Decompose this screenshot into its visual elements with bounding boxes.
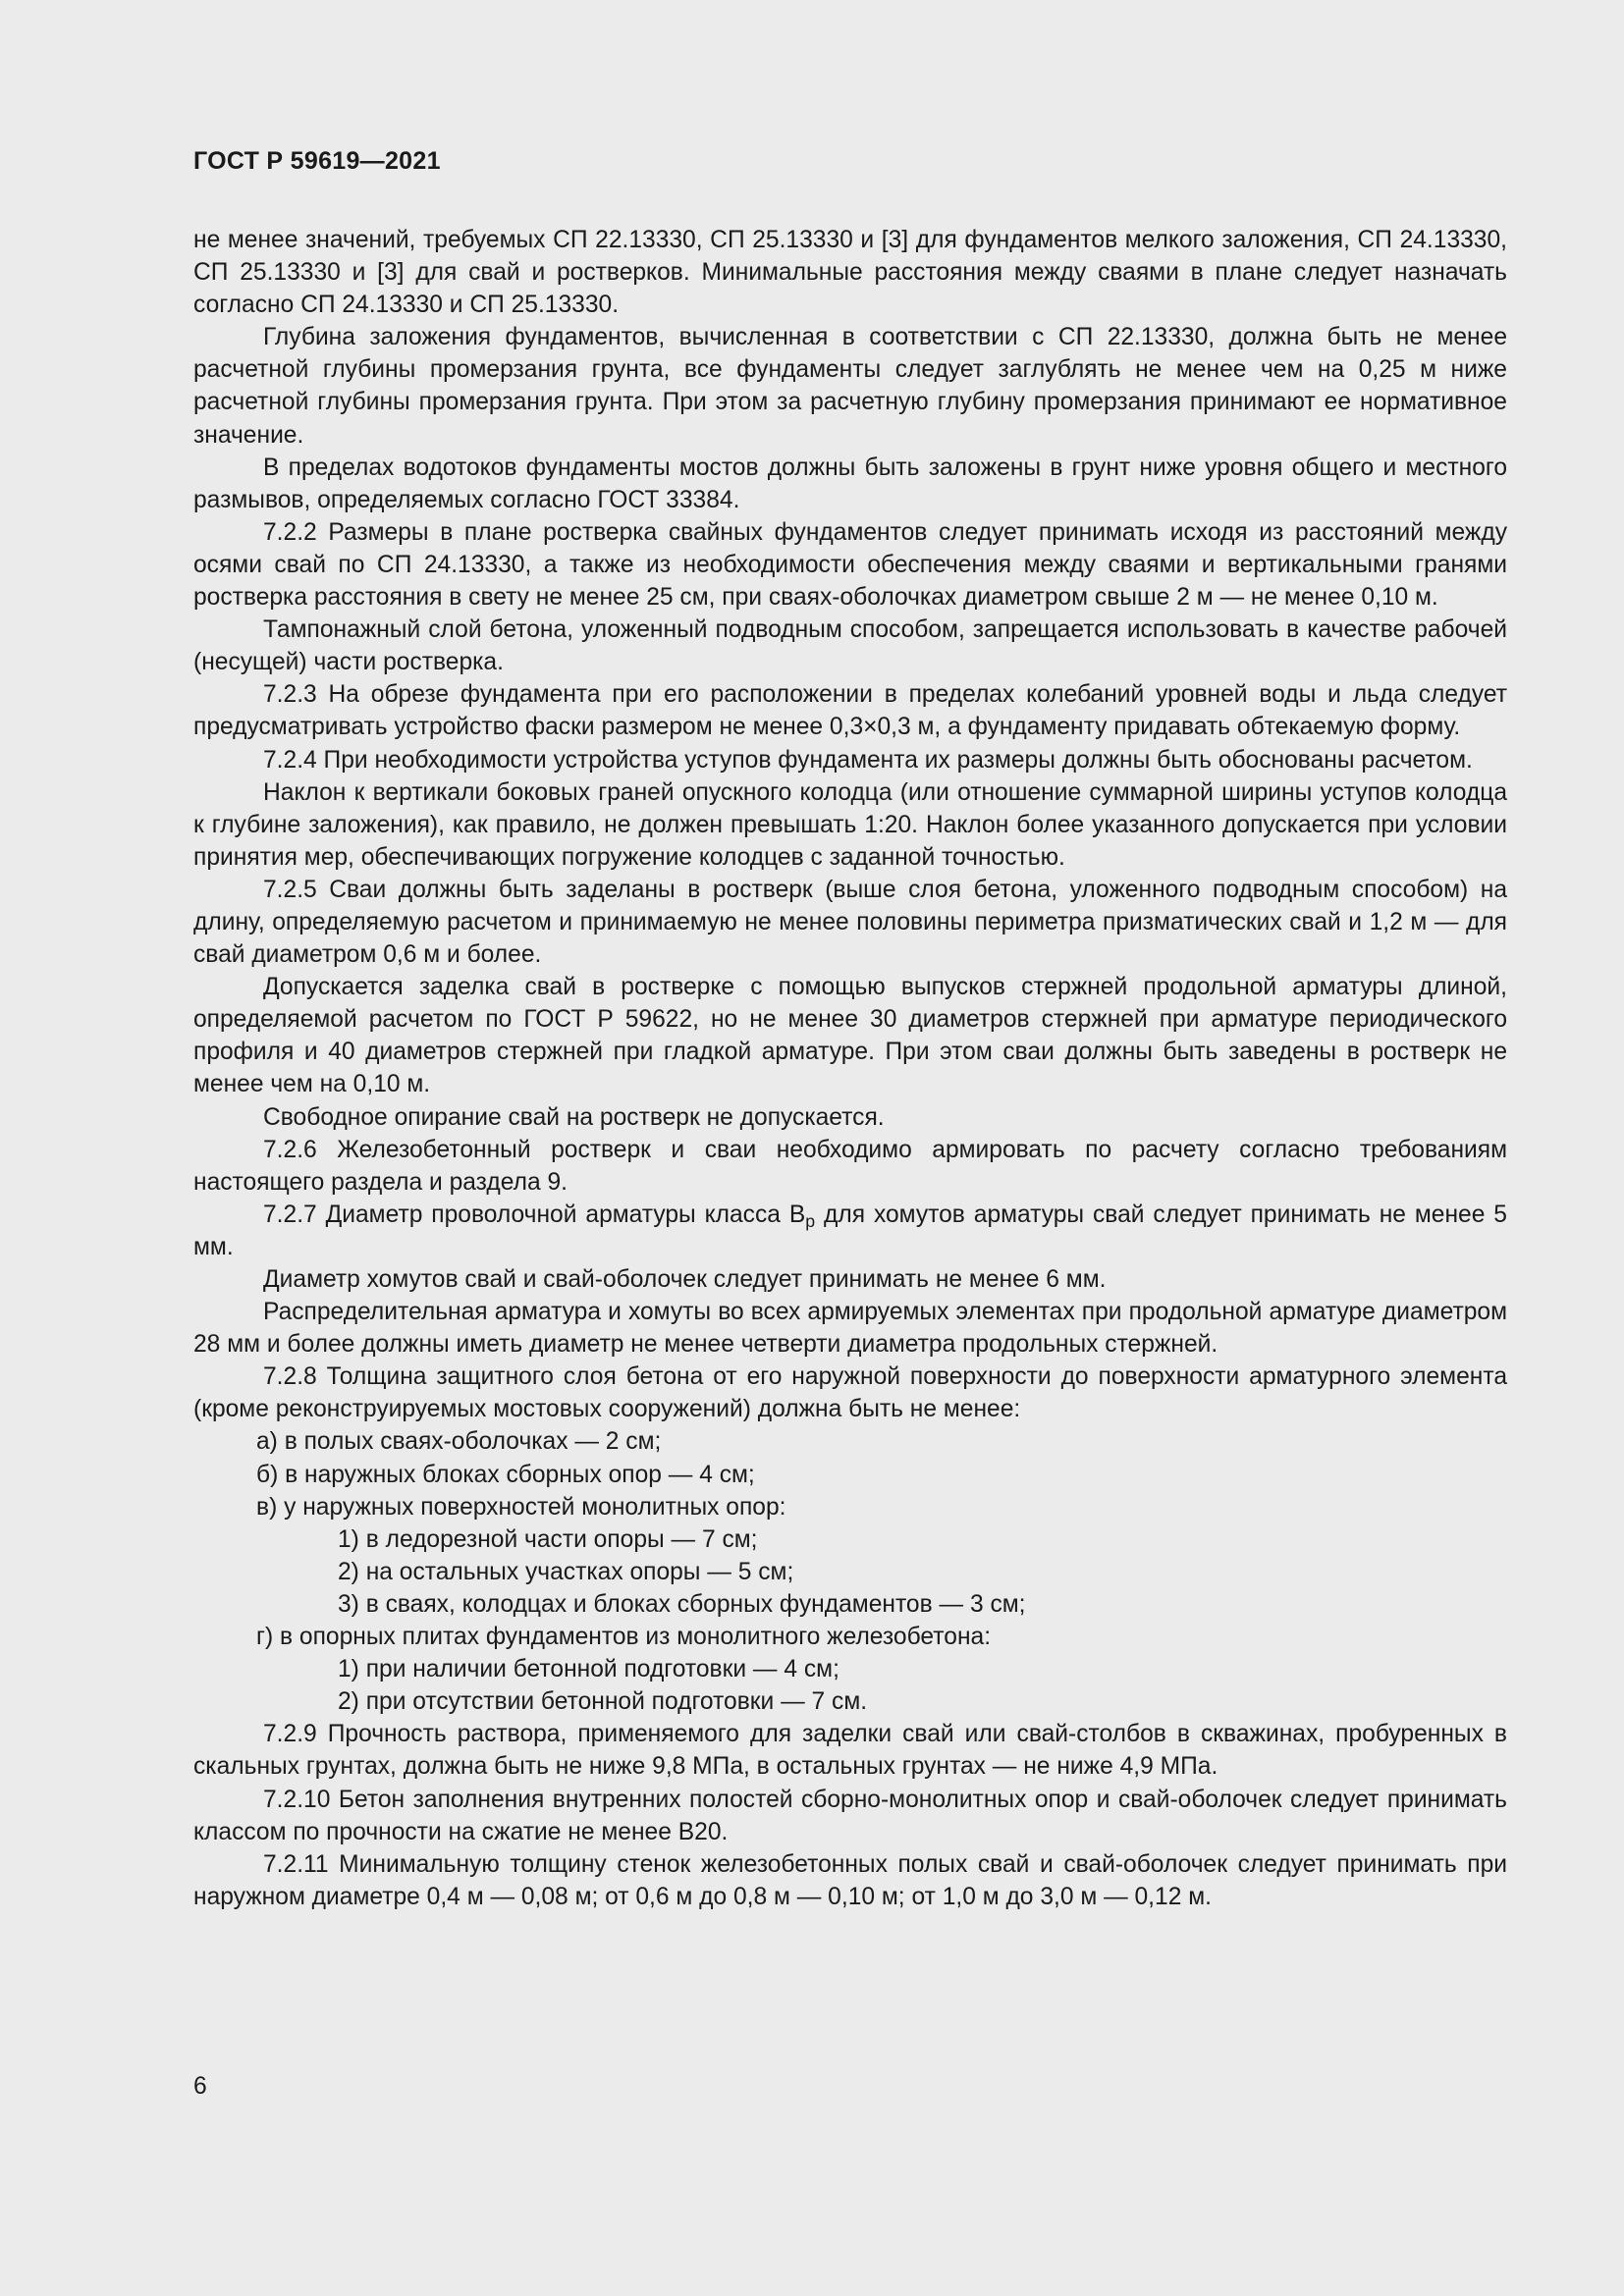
clause-7-2-10: 7.2.10 Бетон заполнения внутренних полостей сборно-монолитных опор и свай-оболочек следует принимать классом по прочности на сжатие не менее В20. bbox=[193, 1786, 1507, 1845]
list-item-v-2: 2) на остальных участках опоры — 5 см; bbox=[338, 1558, 794, 1585]
paragraph-stirrups-diameter: Диаметр хомутов свай и свай-оболочек следует принимать не менее 6 мм. bbox=[263, 1266, 1107, 1293]
paragraph-distribution-reinforcement: Распределительная арматура и хомуты во всех армируемых элементах при продольной арматуре диаметром 28 мм и более должны иметь диаметр не менее четверти диаметра продольных стержней. bbox=[193, 1299, 1507, 1359]
list-item-b: б) в наружных блоках сборных опор — 4 см; bbox=[256, 1461, 755, 1488]
paragraph-foundation-depth: Глубина заложения фундаментов, вычисленная в соответствии с СП 22.13330, должна быть не менее расчетной глубины промерзания грунта, все фундаменты следует заглублять не менее чем на 0,25 м ниже расчетной глубины промерзания грунта. При этом за расчетную глубину промерзания принимают ее нормативное значение. bbox=[193, 324, 1507, 449]
list-item-g-2: 2) при отсутствии бетонной подготовки — 7 см. bbox=[338, 1688, 868, 1716]
paragraph-continuation: не менее значений, требуемых СП 22.13330, СП 25.13330 и [3] для фундаментов мелкого заложения, СП 24.13330, СП 25.13330 и [3] для свай и ростверков. Минимальные расстояния между сваями в плане следует назначать согласно СП 24.13330 и СП 25.13330. bbox=[193, 227, 1507, 319]
paragraph-free-support: Свободное опирание свай на ростверк не допускается. bbox=[263, 1103, 885, 1131]
clause-7-2-11: 7.2.11 Минимальную толщину стенок железобетонных полых свай и свай-оболочек следует принимать при наружном диаметре 0,4 м — 0,08 м; от 0,6 м до 0,8 м — 0,10 м; от 1,0 м до 3,0 м — 0,12 м. bbox=[193, 1850, 1507, 1910]
clause-7-2-8: 7.2.8 Толщина защитного слоя бетона от его наружной поверхности до поверхности арматурного элемента (кроме реконструируемых мостовых сооружений) должна быть не менее: bbox=[193, 1363, 1507, 1423]
paragraph-watercourse: В пределах водотоков фундаменты мостов должны быть заложены в грунт ниже уровня общего и местного размывов, определяемых согласно ГОСТ 33384. bbox=[193, 454, 1507, 513]
document-body bbox=[193, 224, 1507, 1913]
clause-7-2-2: 7.2.2 Размеры в плане ростверка свайных фундаментов следует принимать исходя из расстояний между осями свай по СП 24.13330, а также из необходимости обеспечения между сваями и вертикальными гранями ростверка расстояния в свету не менее 25 см, при сваях-оболочках диаметром свыше 2 м — не менее 0,10 м. bbox=[193, 518, 1507, 612]
clause-7-2-7 bbox=[193, 1199, 1507, 1263]
paragraph-pile-embedding: Допускается заделка свай в ростверке с помощью выпусков стержней продольной арматуры длиной, определяемой расчетом по ГОСТ Р 59622, но не менее 30 диаметров стержней при арматуре периодического профиля и 40 диаметров стержней при гладкой арматуре. При этом сваи должны быть заведены в ростверк не менее чем на 0,10 м. bbox=[193, 974, 1507, 1098]
clause-7-2-7-end: для хомутов арматуры свай следует принимать не менее 5 мм. bbox=[193, 1201, 1507, 1260]
paragraph-tamponage-layer: Тампонажный слой бетона, уложенный подводным способом, запрещается использовать в качестве рабочей (несущей) части ростверка. bbox=[193, 616, 1507, 676]
list-item-v-1: 1) в ледорезной части опоры — 7 см; bbox=[338, 1525, 758, 1553]
list-item-a: а) в полых сваях-оболочках — 2 см; bbox=[256, 1428, 662, 1456]
list-item-g: г) в опорных плитах фундаментов из монолитного железобетона: bbox=[256, 1624, 992, 1651]
list-item-g-1: 1) при наличии бетонной подготовки — 4 см; bbox=[338, 1656, 839, 1683]
clause-7-2-4: 7.2.4 При необходимости устройства уступов фундамента их размеры должны быть обоснованы расчетом. bbox=[263, 746, 1473, 774]
clause-7-2-6: 7.2.6 Железобетонный ростверк и сваи необходимо армировать по расчету согласно требованиям настоящего раздела и раздела 9. bbox=[193, 1136, 1507, 1196]
clause-7-2-9: 7.2.9 Прочность раствора, применяемого для заделки свай или свай-столбов в скважинах, пробуренных в скальных грунтах, должна быть не ниже 9,8 МПа, в остальных грунтах — не ниже 4,9 МПа. bbox=[193, 1721, 1507, 1781]
page-number: 6 bbox=[193, 2073, 207, 2100]
list-item-v: в) у наружных поверхностей монолитных опор: bbox=[256, 1493, 786, 1521]
subscript-p: р bbox=[805, 1210, 816, 1231]
clause-7-2-7-start: 7.2.7 Диаметр проволочной арматуры класса В bbox=[263, 1201, 806, 1228]
clause-7-2-5: 7.2.5 Сваи должны быть заделаны в ростверк (выше слоя бетона, уложенного подводным способом) на длину, определяемую расчетом и принимаемую не менее половины периметра призматических свай и 1,2 м — для свай диаметром 0,6 м и более. bbox=[193, 876, 1507, 969]
document-code-header: ГОСТ Р 59619—2021 bbox=[193, 147, 441, 175]
paragraph-caisson-slope: Наклон к вертикали боковых граней опускного колодца (или отношение суммарной ширины уступов колодца к глубине заложения), как правило, не должен превышать 1:20. Наклон более указанного допускается при условии принятия мер, обеспечивающих погружение колодцев с заданной точностью. bbox=[193, 778, 1507, 871]
clause-7-2-3: 7.2.3 На обрезе фундамента при его расположении в пределах колебаний уровней воды и льда следует предусматривать устройство фаски размером не менее 0,3×0,3 м, а фундаменту придавать обтекаемую форму. bbox=[193, 681, 1507, 741]
list-item-v-3: 3) в сваях, колодцах и блоках сборных фундаментов — 3 см; bbox=[338, 1590, 1026, 1618]
